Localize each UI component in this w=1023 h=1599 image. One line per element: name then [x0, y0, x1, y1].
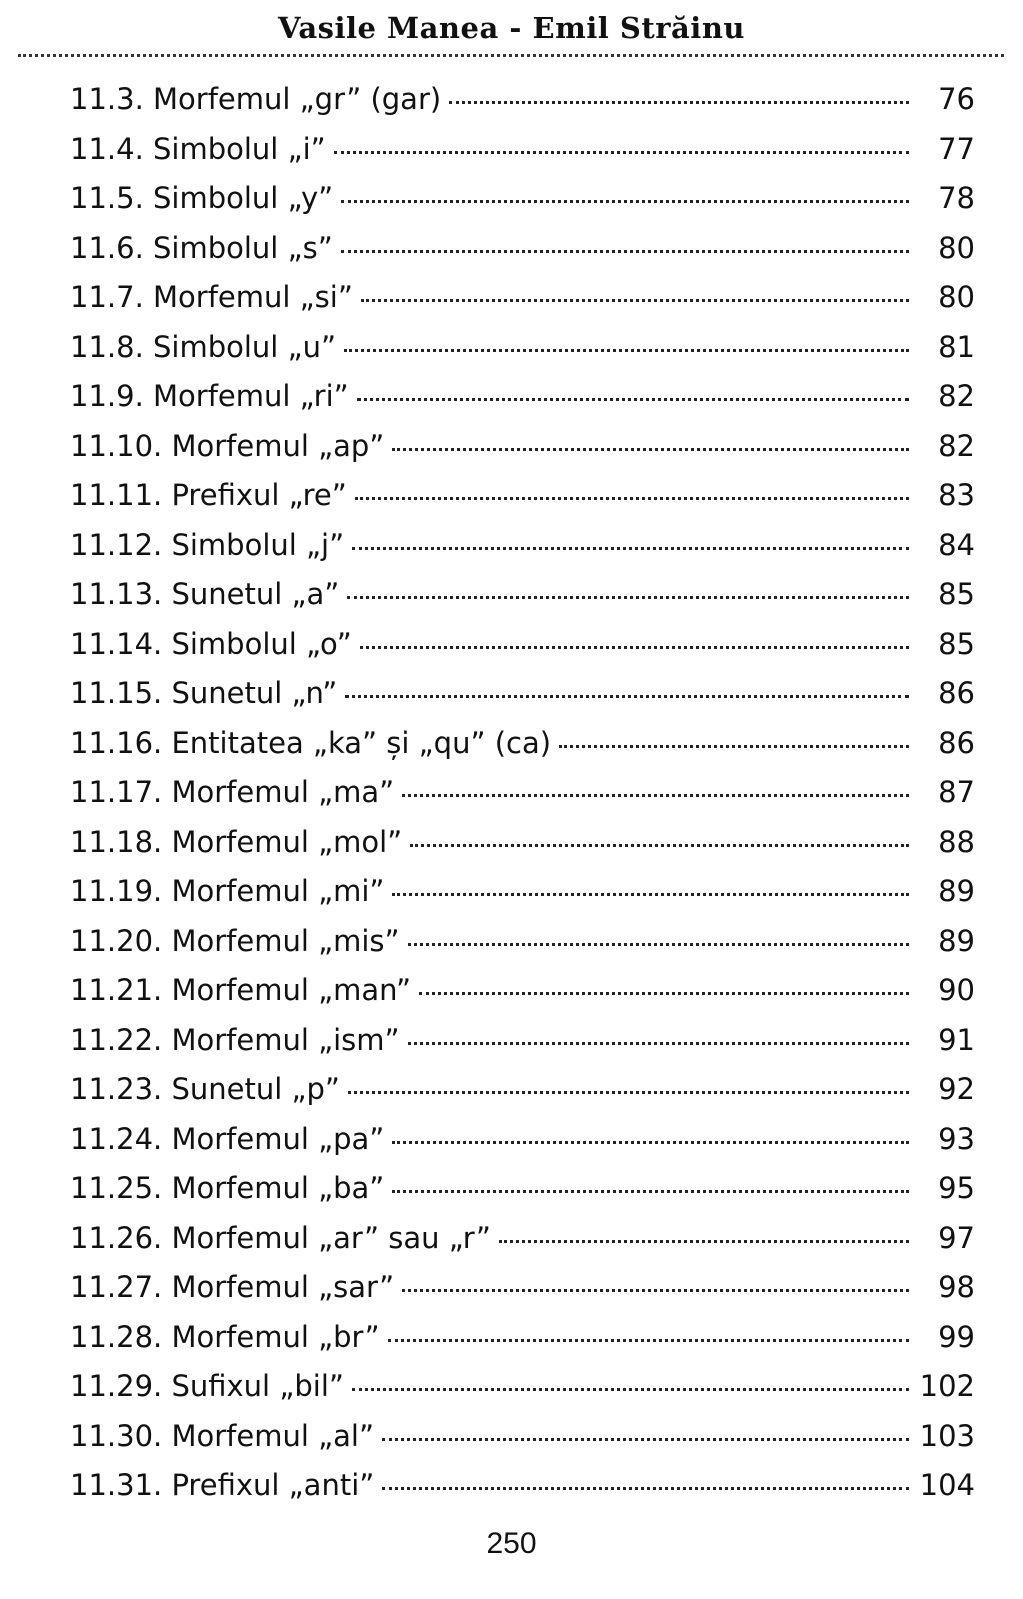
toc-entry: [70, 521, 975, 571]
toc-entry-title: 11.14. Simbolul „o”: [70, 626, 352, 661]
toc-entry: [70, 570, 975, 620]
toc-dot-leader: [392, 1141, 909, 1144]
toc-entry: [70, 224, 975, 274]
toc-entry-page: 77: [938, 131, 975, 166]
toc-entry: [70, 323, 975, 373]
toc-dot-leader: [352, 1388, 909, 1391]
toc-entry-page: 80: [938, 280, 975, 314]
toc-entry-title: 11.30. Morfemul „al”: [70, 1418, 374, 1453]
toc-entry-title: 11.12. Simbolul „j”: [70, 527, 345, 562]
toc-entry-title: 11.21. Morfemul „man”: [70, 973, 411, 1007]
toc-entry: [70, 1065, 975, 1115]
toc-entry: [70, 372, 975, 422]
toc-entry-page: 92: [938, 1072, 975, 1106]
toc-entry-page: 93: [938, 1121, 975, 1156]
toc-entry-page: 82: [938, 379, 975, 413]
toc-dot-leader: [388, 1339, 909, 1342]
toc-dot-leader: [345, 695, 909, 698]
toc-entry-page: 85: [938, 577, 975, 611]
toc-entry-page: 76: [938, 82, 975, 116]
toc-dot-leader: [355, 497, 909, 500]
toc-dot-leader: [361, 299, 909, 302]
toc-entry-page: 99: [938, 1319, 975, 1354]
toc-entry-page: 95: [938, 1171, 975, 1205]
toc-entry-title: 11.18. Morfemul „mol”: [70, 824, 403, 859]
toc-entry-page: 86: [938, 676, 975, 710]
toc-entry: [70, 1461, 975, 1511]
toc-entry: [70, 719, 975, 769]
table-of-contents: [70, 75, 975, 1511]
toc-dot-leader: [419, 992, 909, 995]
toc-entry-title: 11.31. Prefixul „anti”: [70, 1468, 375, 1502]
toc-entry-title: 11.6. Simbolul „s”: [70, 230, 333, 265]
toc-dot-leader: [408, 1042, 909, 1045]
toc-entry-title: 11.24. Morfemul „pa”: [70, 1121, 385, 1156]
toc-entry-page: 84: [938, 527, 975, 562]
toc-entry: [70, 1412, 975, 1462]
toc-entry-title: 11.29. Sufixul „bil”: [70, 1369, 344, 1403]
toc-entry-page: 89: [938, 923, 975, 958]
toc-dot-leader: [382, 1438, 909, 1441]
toc-dot-leader: [559, 745, 909, 748]
toc-entry-title: 11.17. Morfemul „ma”: [70, 775, 395, 809]
toc-dot-leader: [392, 448, 909, 451]
toc-entry-page: 97: [938, 1220, 975, 1255]
toc-dot-leader: [382, 1487, 909, 1490]
toc-entry: [70, 471, 975, 521]
toc-entry: [70, 1362, 975, 1412]
toc-entry-page: 88: [938, 824, 975, 859]
toc-dot-leader: [357, 398, 909, 401]
toc-entry-title: 11.19. Morfemul „mi”: [70, 874, 385, 908]
toc-dot-leader: [348, 1091, 909, 1094]
toc-entry-page: 98: [938, 1270, 975, 1304]
toc-entry: [70, 1313, 975, 1363]
toc-entry-title: 11.5. Simbolul „y”: [70, 181, 334, 215]
toc-entry-title: 11.28. Morfemul „br”: [70, 1319, 380, 1354]
toc-dot-leader: [344, 349, 909, 352]
toc-dot-leader: [341, 200, 909, 203]
toc-entry-title: 11.9. Morfemul „ri”: [70, 379, 349, 413]
toc-entry-page: 104: [919, 1468, 975, 1502]
toc-entry-title: 11.27. Morfemul „sar”: [70, 1270, 395, 1304]
toc-dot-leader: [334, 151, 909, 154]
header-dotted-divider: [18, 54, 1004, 57]
toc-dot-leader: [402, 1289, 909, 1292]
toc-entry-page: 82: [938, 428, 975, 463]
toc-entry-page: 83: [938, 478, 975, 512]
page-number: 250: [486, 1527, 537, 1560]
toc-entry: [70, 1263, 975, 1313]
toc-entry-page: 90: [938, 973, 975, 1007]
toc-entry-title: 11.16. Entitatea „ka” și „qu” (ca): [70, 725, 552, 760]
toc-entry-page: 102: [919, 1369, 975, 1403]
toc-entry: [70, 867, 975, 917]
toc-entry: [70, 917, 975, 967]
toc-dot-leader: [392, 893, 909, 896]
toc-dot-leader: [360, 646, 909, 649]
toc-entry-page: 91: [938, 1022, 975, 1057]
toc-entry-page: 85: [938, 626, 975, 661]
toc-entry-page: 87: [938, 775, 975, 809]
toc-dot-leader: [410, 844, 909, 847]
toc-entry: [70, 768, 975, 818]
toc-entry: [70, 818, 975, 868]
toc-entry-title: 11.15. Sunetul „n”: [70, 676, 338, 710]
toc-entry: [70, 1214, 975, 1264]
running-header: Vasile Manea - Emil Străinu: [278, 11, 745, 45]
toc-entry-page: 89: [938, 874, 975, 908]
toc-entry-title: 11.8. Simbolul „u”: [70, 329, 337, 364]
toc-entry-title: 11.23. Sunetul „p”: [70, 1072, 340, 1106]
toc-entry-page: 78: [938, 181, 975, 215]
toc-entry-page: 81: [938, 329, 975, 364]
toc-entry-title: 11.10. Morfemul „ap”: [70, 428, 385, 463]
toc-dot-leader: [347, 596, 909, 599]
toc-entry: [70, 273, 975, 323]
toc-entry-title: 11.26. Morfemul „ar” sau „r”: [70, 1220, 491, 1255]
toc-entry: [70, 125, 975, 175]
toc-entry-title: 11.13. Sunetul „a”: [70, 577, 340, 611]
toc-dot-leader: [449, 101, 909, 104]
toc-dot-leader: [402, 794, 909, 797]
toc-entry-page: 86: [938, 725, 975, 760]
toc-entry-title: 11.7. Morfemul „si”: [70, 280, 353, 314]
toc-dot-leader: [408, 943, 909, 946]
toc-entry-title: 11.3. Morfemul „gr” (gar): [70, 82, 442, 116]
toc-entry: [70, 966, 975, 1016]
toc-entry: [70, 1016, 975, 1066]
toc-entry-page: 80: [938, 230, 975, 265]
toc-dot-leader: [499, 1240, 909, 1243]
toc-entry: [70, 174, 975, 224]
toc-entry-title: 11.4. Simbolul „i”: [70, 131, 326, 166]
toc-entry-title: 11.25. Morfemul „ba”: [70, 1171, 385, 1205]
toc-entry: [70, 1115, 975, 1165]
toc-entry: [70, 620, 975, 670]
toc-entry: [70, 1164, 975, 1214]
toc-entry-title: 11.20. Morfemul „mis”: [70, 923, 400, 958]
toc-dot-leader: [352, 547, 909, 550]
toc-dot-leader: [341, 250, 909, 253]
toc-dot-leader: [392, 1190, 909, 1193]
toc-entry-title: 11.11. Prefixul „re”: [70, 478, 347, 512]
toc-entry: [70, 669, 975, 719]
toc-entry: [70, 422, 975, 472]
toc-entry-title: 11.22. Morfemul „ism”: [70, 1022, 400, 1057]
toc-entry: [70, 75, 975, 125]
toc-entry-page: 103: [919, 1418, 975, 1453]
